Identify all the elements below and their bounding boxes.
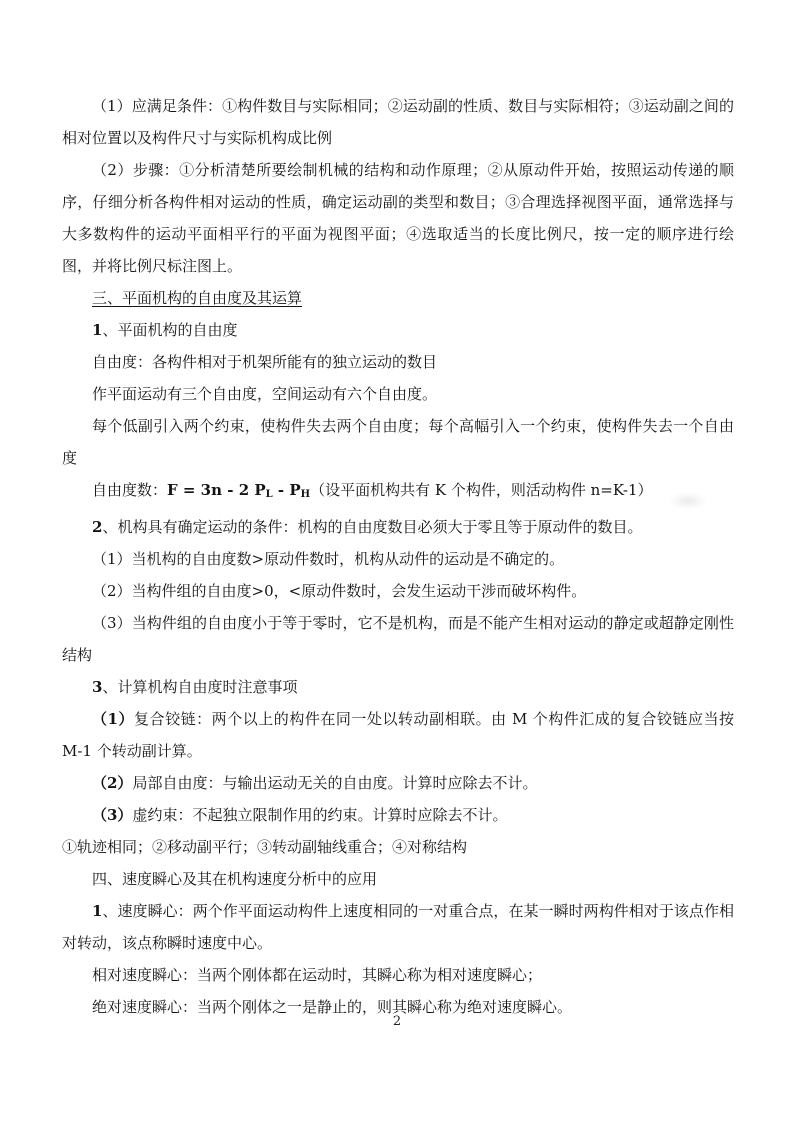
note-1-text: 复合铰链：两个以上的构件在同一处以转动副相联。由 M 个构件汇成的复合铰链应当按 M-1 个转动副计算。	[62, 710, 735, 760]
section-heading-4: 四、速度瞬心及其在机构速度分析中的应用	[92, 870, 378, 888]
scan-smudge	[668, 492, 708, 510]
formula-mid: - P	[272, 481, 301, 499]
formula-note: （设平面机构共有 K 个构件，则活动构件 n=K-1）	[310, 481, 653, 499]
absolute-velocity-center: 绝对速度瞬心：当两个刚体之一是静止的，则其瞬心称为绝对速度瞬心。	[92, 998, 573, 1016]
formula-sub-l: L	[265, 489, 273, 500]
formula-sub-h: H	[300, 489, 311, 500]
note-3-number: （3）	[92, 806, 133, 824]
subheading-notes	[62, 671, 734, 703]
relative-velocity-center: 相对速度瞬心：当两个刚体都在运动时，其瞬心称为相对速度瞬心；	[92, 966, 543, 984]
subheading-determinate-number: 2	[92, 518, 103, 536]
condition-3: （3）当构件组的自由度小于等于零时，它不是机构，而是不能产生相对运动的静定或超静定刚性结构	[62, 614, 734, 664]
subheading-notes-text: 、计算机构自由度时注意事项	[102, 678, 298, 696]
note-compound-hinge	[62, 703, 734, 767]
note-2-number: （2）	[92, 774, 133, 792]
page-number: 2	[392, 1014, 402, 1029]
subheading-notes-number: 3	[92, 678, 103, 696]
note-3-text: 虚约束：不起独立限制作用的约束。计算时应除去不计。	[132, 806, 508, 824]
dof-formula-line	[62, 474, 734, 511]
subheading-dof-text: 、平面机构的自由度	[102, 321, 238, 339]
subheading-velocity-center	[62, 895, 734, 959]
paragraph-steps: （2）步骤：①分析清楚所要绘制机械的结构和动作原理；②从原动件开始，按照运动传递的顺序，仔细分析各构件相对运动的性质，确定运动副的类型和数目；③合理选择视图平面，通常选择与大多数构件的运动平面相平行的平面为视图平面；④选取适当的长度比例尺，按一定的顺序进行绘图，并将比例尺标注图上。	[62, 161, 734, 275]
page-content	[62, 90, 734, 1023]
definition-dof: 自由度：各构件相对于机架所能有的独立运动的数目	[92, 353, 438, 371]
subheading-determinate-text: 、机构具有确定运动的条件：机构的自由度数目必须大于零且等于原动件的数目。	[102, 518, 643, 536]
note-1-number: （1）	[92, 710, 135, 728]
dof-formula	[167, 481, 310, 499]
velocity-center-text: 、速度瞬心：两个作平面运动构件上速度相同的一对重合点，在某一瞬时两构件相对于该点作相对转动，该点称瞬时速度中心。	[62, 902, 734, 952]
condition-2: （2）当构件组的自由度>0，<原动件数时，会发生运动干涉而破坏构件。	[92, 582, 587, 600]
subheading-dof-number: 1	[92, 321, 103, 339]
plane-space-dof: 作平面运动有三个自由度，空间运动有六个自由度。	[92, 385, 438, 403]
subheading-dof	[62, 314, 734, 346]
dof-formula-label: 自由度数：	[92, 481, 168, 499]
note-virtual-constraint	[62, 799, 734, 831]
section-heading-3-text: 三、平面机构的自由度及其运算	[92, 289, 303, 307]
condition-1: （1）当机构的自由度数>原动件数时，机构从动件的运动是不确定的。	[92, 550, 565, 568]
paragraph-conditions: （1）应满足条件：①构件数目与实际相同；②运动副的性质、数目与实际相符；③运动副之间的相对位置以及构件尺寸与实际机构成比例	[62, 97, 734, 147]
subheading-determinate-motion	[62, 511, 734, 543]
virtual-constraint-list: ①轨迹相同；②移动副平行；③转动副轴线重合；④对称结构	[62, 838, 468, 856]
pairs-constraints: 每个低副引入两个约束，使构件失去两个自由度；每个高幅引入一个约束，使构件失去一个自由度	[62, 417, 734, 467]
note-local-dof	[62, 767, 734, 799]
note-2-text: 局部自由度：与输出运动无关的自由度。计算时应除去不计。	[132, 774, 538, 792]
formula-main: F = 3n - 2 P	[167, 481, 266, 499]
section-heading-3	[62, 282, 734, 314]
velocity-center-number: 1	[92, 902, 103, 920]
